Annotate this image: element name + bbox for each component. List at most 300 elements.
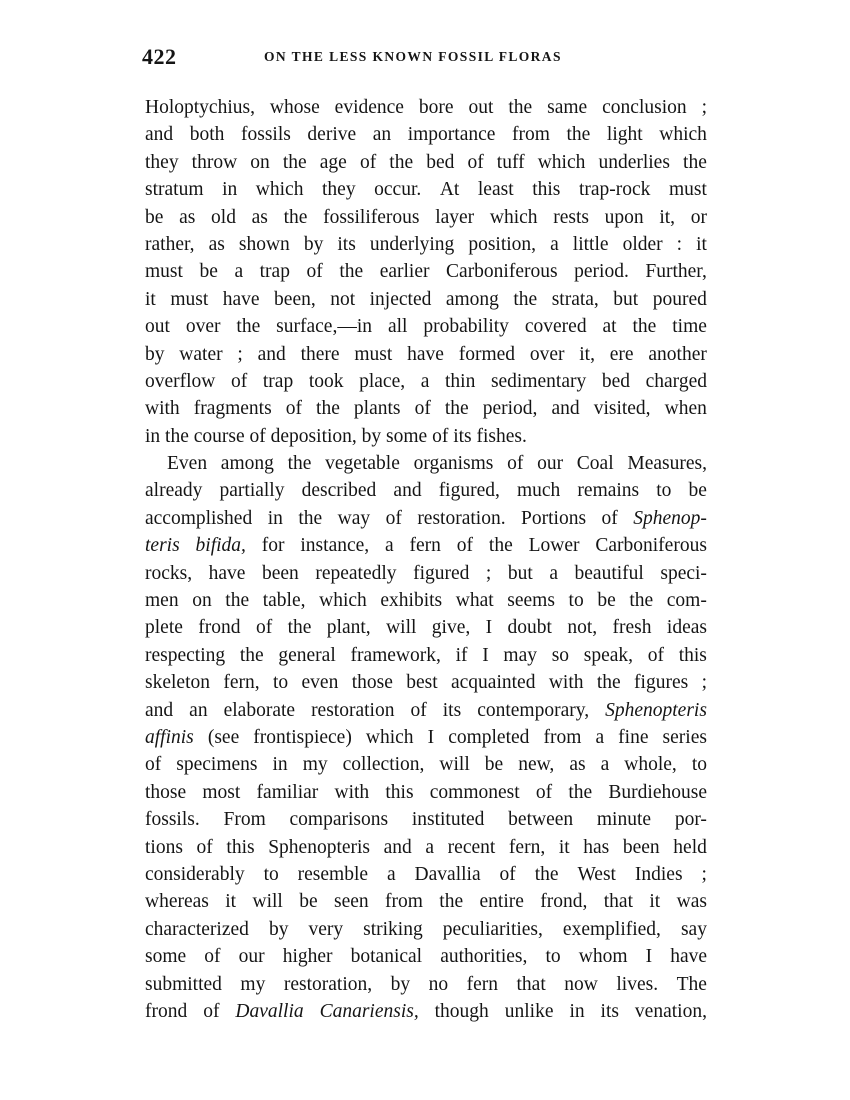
word: frond (145, 1000, 188, 1022)
word: must (354, 343, 393, 365)
word: rather, (145, 233, 195, 255)
word: and (383, 836, 412, 858)
word: table, (262, 590, 306, 612)
word: shown (238, 233, 290, 255)
word: the (316, 398, 340, 420)
word: a (549, 562, 558, 584)
word: Davallia (414, 863, 481, 885)
word: figured (413, 562, 470, 584)
word: both (189, 124, 225, 146)
word: commonest (429, 781, 520, 803)
word: bed (426, 151, 455, 173)
word: remains (577, 480, 640, 502)
word: time (672, 316, 707, 338)
word: From (223, 809, 266, 831)
word: from (512, 124, 550, 146)
word: as (251, 206, 268, 228)
word: ; (701, 97, 707, 118)
word: whereas (145, 891, 209, 913)
text-line (145, 286, 707, 313)
word: an (189, 699, 208, 721)
word: of (359, 151, 377, 173)
text-line (145, 176, 707, 203)
word: fine (618, 726, 649, 748)
word: stratum (145, 179, 204, 201)
word: has (583, 836, 610, 858)
word: some (145, 946, 187, 968)
word: the (225, 590, 250, 612)
word: another (648, 343, 707, 365)
word: frond (198, 617, 241, 639)
word: to (263, 863, 279, 885)
word: restoration, (283, 973, 373, 995)
word: must (170, 288, 209, 310)
running-head (142, 44, 702, 72)
word: from (385, 891, 423, 913)
word: which (537, 151, 586, 173)
word: have (222, 288, 260, 310)
word: my (302, 754, 328, 776)
word: beautiful (574, 562, 644, 584)
word: upon (604, 206, 644, 228)
word: they (322, 179, 356, 201)
word: a (425, 836, 435, 858)
word: be (597, 590, 616, 612)
word: fern (466, 973, 499, 995)
word: conclusion (602, 97, 687, 118)
word: familiar (256, 781, 319, 803)
word: which (659, 124, 707, 146)
word: among (445, 288, 499, 310)
word: framework, (350, 644, 441, 666)
word: be (299, 891, 318, 913)
word: that (516, 973, 546, 995)
word: as (569, 754, 586, 776)
word: with (145, 398, 180, 420)
word: those (145, 781, 187, 803)
word: the (239, 644, 264, 666)
word: older (622, 233, 663, 255)
word: I (427, 726, 435, 748)
word: of (385, 507, 402, 529)
word: peculiarities, (442, 918, 543, 940)
word: it (696, 233, 707, 255)
word: it, (659, 206, 676, 228)
word: deposition, (270, 425, 357, 447)
word: no (428, 973, 449, 995)
word: by (268, 918, 289, 940)
word: out (468, 97, 494, 118)
word: not, (567, 617, 598, 639)
word: its (453, 425, 472, 447)
word: been, (274, 288, 316, 310)
word: the (283, 206, 308, 228)
word: men (145, 590, 179, 612)
word: plete (145, 617, 183, 639)
word: the (282, 151, 307, 173)
word: the (629, 590, 654, 612)
word: West (577, 863, 616, 885)
word: same (547, 97, 588, 118)
word: to (568, 590, 584, 612)
word: now (564, 973, 598, 995)
word: I (482, 644, 489, 666)
word: skeleton (145, 672, 210, 694)
word: most (202, 781, 241, 803)
word: whom (578, 946, 628, 968)
word: bore (418, 97, 454, 118)
word: ; (485, 562, 492, 584)
word: seen (333, 891, 369, 913)
word: a (550, 233, 559, 255)
word: of (647, 644, 664, 666)
word: fragments (193, 398, 272, 420)
word: Even (167, 453, 208, 475)
word: affinis (145, 726, 194, 748)
word: and (257, 343, 286, 365)
word: Coal (576, 453, 614, 475)
word: the (339, 261, 364, 283)
word: and (145, 124, 174, 146)
word: fishes. (476, 425, 527, 447)
word: and (393, 480, 422, 502)
word: importance (407, 124, 496, 146)
text-line (145, 806, 707, 833)
word: visited, (593, 398, 651, 420)
word: derive (307, 124, 357, 146)
word: and (551, 398, 580, 420)
word: best (406, 672, 438, 694)
word: of (414, 398, 431, 420)
word: Canariensis, (319, 1000, 419, 1022)
word: venation, (634, 1000, 707, 1022)
word: comparisons (289, 809, 389, 831)
word: repeatedly (315, 562, 397, 584)
word: ; (701, 672, 707, 694)
word: by (145, 343, 165, 365)
word: restoration (311, 699, 395, 721)
word: ; (237, 343, 243, 365)
word: elaborate (223, 699, 296, 721)
word: will (252, 891, 283, 913)
word: specimens (176, 754, 258, 776)
word: this (226, 836, 255, 858)
word: have (670, 946, 707, 968)
word: which (255, 179, 304, 201)
word: layer (435, 206, 475, 228)
word: Measures, (627, 453, 707, 475)
word: the (287, 617, 312, 639)
word: fern (409, 535, 441, 557)
word: it (145, 288, 156, 310)
word: out (145, 316, 170, 338)
word: a (386, 863, 396, 885)
word: organisms (413, 453, 494, 475)
word: took (308, 370, 344, 392)
body-text (145, 94, 707, 1025)
word: as (208, 233, 225, 255)
text-line (145, 149, 707, 176)
word: ; (701, 863, 707, 885)
word: in (222, 179, 238, 201)
word: with (548, 672, 584, 694)
word: if (455, 644, 468, 666)
text-line (145, 697, 707, 724)
word: of (306, 261, 323, 283)
word: give, (431, 617, 471, 639)
word: Further, (645, 261, 707, 283)
word: must (668, 179, 707, 201)
word: as (179, 206, 196, 228)
word: figured, (438, 480, 500, 502)
word: acquainted (451, 672, 536, 694)
word: exhibits (380, 590, 443, 612)
word: to (691, 754, 707, 776)
word: to (545, 946, 561, 968)
word: by (361, 425, 382, 447)
word: Carboniferous (595, 535, 707, 557)
text-line (145, 943, 707, 970)
running-title: ON THE LESS KNOWN FOSSIL FLORAS (264, 49, 562, 64)
word: described (301, 480, 377, 502)
word: will (439, 754, 470, 776)
word: seems (507, 590, 555, 612)
word: the (566, 124, 591, 146)
word: between (508, 809, 574, 831)
word: speci- (660, 562, 707, 584)
text-line (145, 121, 707, 148)
text-line (145, 368, 707, 395)
word: at (602, 316, 617, 338)
word: which (365, 726, 414, 748)
word: formed (458, 343, 516, 365)
text-line (145, 313, 707, 340)
word: a (234, 261, 244, 283)
word: ere (609, 343, 634, 365)
word: the (596, 672, 621, 694)
word: the (513, 288, 538, 310)
word: already (145, 480, 203, 502)
word: it, (579, 343, 595, 365)
word: covered (524, 316, 587, 338)
word: higher (282, 946, 333, 968)
text-line (145, 998, 707, 1025)
word: teris (145, 535, 180, 557)
word: this (532, 179, 561, 201)
word: be (484, 754, 504, 776)
word: Lower (528, 535, 580, 557)
word: the (632, 316, 657, 338)
text-line (145, 916, 707, 943)
word: it (558, 836, 570, 858)
word: evidence (334, 97, 404, 118)
word: of (535, 781, 553, 803)
word: botanical (350, 946, 423, 968)
word: I (645, 946, 653, 968)
word: to (656, 480, 672, 502)
word: fresh (612, 617, 652, 639)
word: though (434, 1000, 489, 1022)
word: tions (145, 836, 183, 858)
word: Sphenop- (633, 507, 707, 529)
text-line (145, 971, 707, 998)
word: period, (482, 398, 538, 420)
text-line (145, 560, 707, 587)
word: completed (448, 726, 530, 748)
word: was (676, 891, 707, 913)
word: in (569, 1000, 585, 1022)
word: old (211, 206, 236, 228)
word: of (507, 453, 524, 475)
word: Indies (634, 863, 683, 885)
word: poured (652, 288, 707, 310)
word: of (285, 398, 302, 420)
word: the (444, 398, 469, 420)
word: from (543, 726, 582, 748)
word: doubt (507, 617, 552, 639)
word: overflow (145, 370, 216, 392)
word: frond, (540, 891, 588, 913)
word: for (261, 535, 285, 557)
word: of (249, 425, 266, 447)
word: fossiliferous (323, 206, 420, 228)
word: rests (553, 206, 589, 228)
word: (see (207, 726, 240, 748)
word: on (192, 590, 212, 612)
word: respecting (145, 644, 226, 666)
word: fossils. (145, 809, 200, 831)
word: even (301, 672, 339, 694)
word: water (179, 343, 223, 365)
word: whole, (624, 754, 677, 776)
word: recent (447, 836, 496, 858)
word: of (196, 836, 213, 858)
word: of (467, 151, 484, 173)
word: series (662, 726, 707, 748)
word: of (231, 370, 248, 392)
word: very (308, 918, 344, 940)
word: its (600, 1000, 619, 1022)
word: sedimentary (490, 370, 587, 392)
word: minute (596, 809, 652, 831)
word: The (676, 973, 707, 995)
word: characterized (145, 918, 249, 940)
text-line (145, 587, 707, 614)
word: must (145, 261, 183, 283)
word: may (503, 644, 537, 666)
word: vegetable (325, 453, 400, 475)
word: the (298, 507, 323, 529)
word: throw (191, 151, 238, 173)
word: some (386, 425, 428, 447)
word: authorities, (440, 946, 528, 968)
word: the (534, 863, 559, 885)
word: been (622, 836, 660, 858)
word: contemporary, (477, 699, 590, 721)
word: its (337, 233, 356, 255)
word: trap (262, 370, 294, 392)
word: striking (363, 918, 423, 940)
word: restoration. (417, 507, 506, 529)
word: entire (479, 891, 524, 913)
word: age (319, 151, 347, 173)
text-line (145, 532, 707, 559)
word: the (236, 316, 261, 338)
word: its (442, 699, 462, 721)
word: considerably (145, 863, 245, 885)
word: little (572, 233, 609, 255)
word: place, (359, 370, 406, 392)
word: rocks, (145, 562, 193, 584)
word: which (319, 590, 367, 612)
word: Sphenopteris (268, 836, 371, 858)
word: have (208, 562, 246, 584)
page-number: 422 (142, 44, 177, 69)
word: thin (444, 370, 476, 392)
word: it (225, 891, 237, 913)
text-line (145, 231, 707, 258)
word: fossils (240, 124, 291, 146)
word: plant, (326, 617, 371, 639)
word: be (145, 206, 164, 228)
word: which (489, 206, 538, 228)
word: a (600, 754, 610, 776)
word: my (240, 973, 266, 995)
text-line (145, 450, 707, 477)
word: the (287, 453, 312, 475)
word: earlier (379, 261, 430, 283)
word: the (683, 151, 707, 173)
word: it (649, 891, 661, 913)
word: por- (674, 809, 707, 831)
text-line (145, 614, 707, 641)
word: Holoptychius, (145, 97, 255, 118)
word: in (145, 425, 161, 447)
word: in (272, 754, 288, 776)
word: resemble (297, 863, 369, 885)
word: course (193, 425, 245, 447)
word: those (351, 672, 393, 694)
word: of (145, 754, 162, 776)
word: bed (601, 370, 631, 392)
word: tuff (496, 151, 525, 173)
word: Sphenopteris (605, 699, 707, 721)
text-line (145, 861, 707, 888)
word: this (678, 644, 707, 666)
word: of (499, 863, 516, 885)
word: say (680, 918, 707, 940)
word: our (537, 453, 564, 475)
word: At (439, 179, 460, 201)
word: of (255, 617, 273, 639)
word: and (145, 699, 174, 721)
word: I (485, 617, 493, 639)
word: Davallia (235, 1000, 304, 1022)
text-line (145, 395, 707, 422)
text-line (145, 669, 707, 696)
word: ideas (666, 617, 707, 639)
word: to (272, 672, 289, 694)
word: an (372, 124, 392, 146)
text-line (145, 888, 707, 915)
text-line (145, 423, 707, 450)
word: frontispiece) (253, 726, 352, 748)
word: on (250, 151, 270, 173)
word: but (613, 288, 639, 310)
word: be (688, 480, 707, 502)
word: least (477, 179, 514, 201)
word: the (389, 151, 414, 173)
